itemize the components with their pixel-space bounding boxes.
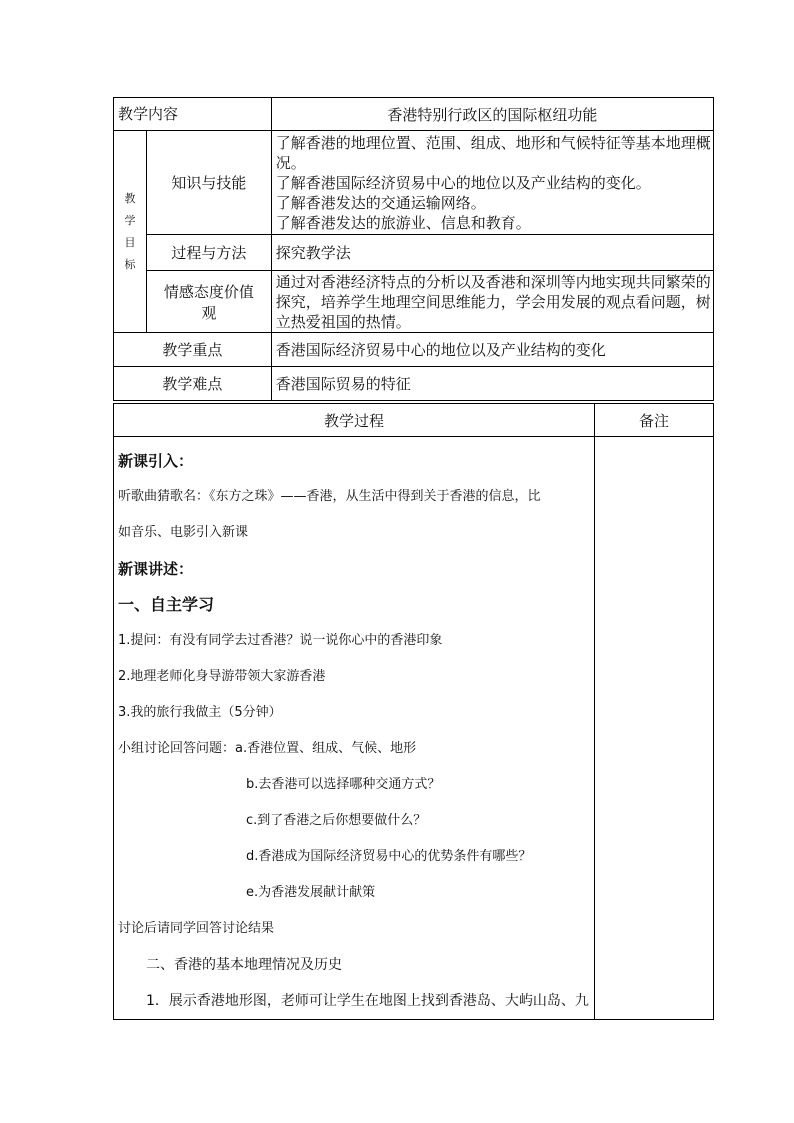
process-body	[114, 437, 595, 1020]
content-label-cell	[114, 98, 272, 131]
section1-item: 1.提问：有没有同学去过香港？说一说你心中的香港印象	[118, 633, 443, 648]
section1-item: 2.地理老师化身导游带领大家游香港	[118, 669, 326, 684]
content-label: 教学内容	[118, 105, 179, 123]
knowledge-line: 了解香港的地理位置、范围、组成、地形和气候特征等基本地理概况。	[275, 133, 711, 172]
knowledge-line: 了解香港发达的旅游业、信息和教育。	[275, 213, 531, 232]
discussion-option: e.为香港发展献计献策	[246, 885, 376, 900]
intro-line: 听歌曲猜歌名：《东方之珠》——香港，从生活中得到关于香港的信息，比	[118, 489, 541, 504]
process-method-value: 探究教学法	[271, 235, 713, 271]
intro-title: 新课引入：	[118, 452, 194, 470]
knowledge-value	[271, 131, 713, 235]
process-header: 教学过程	[114, 404, 595, 437]
objectives-group-label: 教 学 目 标	[114, 131, 147, 333]
notes-header: 备注	[594, 404, 713, 437]
discussion-option: c.到了香港之后你想要做什么？	[246, 813, 427, 828]
difficulty-value: 香港国际贸易的特征	[271, 367, 713, 401]
section1-item: 3.我的旅行我做主（5分钟）	[118, 705, 282, 720]
emotion-value: 通过对香港经济特点的分析以及香港和深圳等内地实现共同繁荣的探究，培养学生地理空间思维能力，学会用发展的观点看问题，树立热爱祖国的热情。	[271, 271, 713, 333]
after-discussion: 讨论后请同学回答讨论结果	[118, 921, 275, 936]
knowledge-label: 知识与技能	[146, 131, 271, 235]
key-point-value: 香港国际经济贸易中心的地位以及产业结构的变化	[271, 333, 713, 367]
process-method-label: 过程与方法	[146, 235, 271, 271]
discussion-option: b.去香港可以选择哪种交通方式？	[246, 777, 441, 792]
objectives-table	[113, 97, 714, 401]
knowledge-line: 了解香港国际经济贸易中心的地位以及产业结构的变化。	[275, 173, 651, 192]
discussion-line	[118, 731, 594, 767]
section2-item: 1．展示香港地形图，老师可让学生在地图上找到香港岛、大屿山岛、九	[146, 993, 589, 1009]
discussion-option: d.香港成为国际经济贸易中心的优势条件有哪些？	[246, 849, 532, 864]
section1-title: 一、自主学习	[118, 595, 215, 614]
intro-line: 如音乐、电影引入新课	[118, 525, 249, 540]
difficulty-label: 教学难点	[114, 367, 272, 401]
content-value-cell	[271, 98, 713, 131]
key-point-label: 教学重点	[114, 333, 272, 367]
discussion-option: a.香港位置、组成、气候、地形	[235, 741, 417, 756]
emotion-label: 情感态度价值观	[146, 271, 271, 333]
content-value: 香港特别行政区的国际枢纽功能	[387, 105, 598, 124]
knowledge-line: 了解香港发达的交通运输网络。	[275, 193, 486, 212]
notes-cell	[594, 437, 713, 1020]
lecture-title: 新课讲述：	[118, 560, 194, 578]
process-table	[113, 403, 714, 1020]
section2-title: 二、香港的基本地理情况及历史	[146, 957, 342, 973]
discussion-prefix: 小组讨论回答问题：	[118, 741, 236, 756]
